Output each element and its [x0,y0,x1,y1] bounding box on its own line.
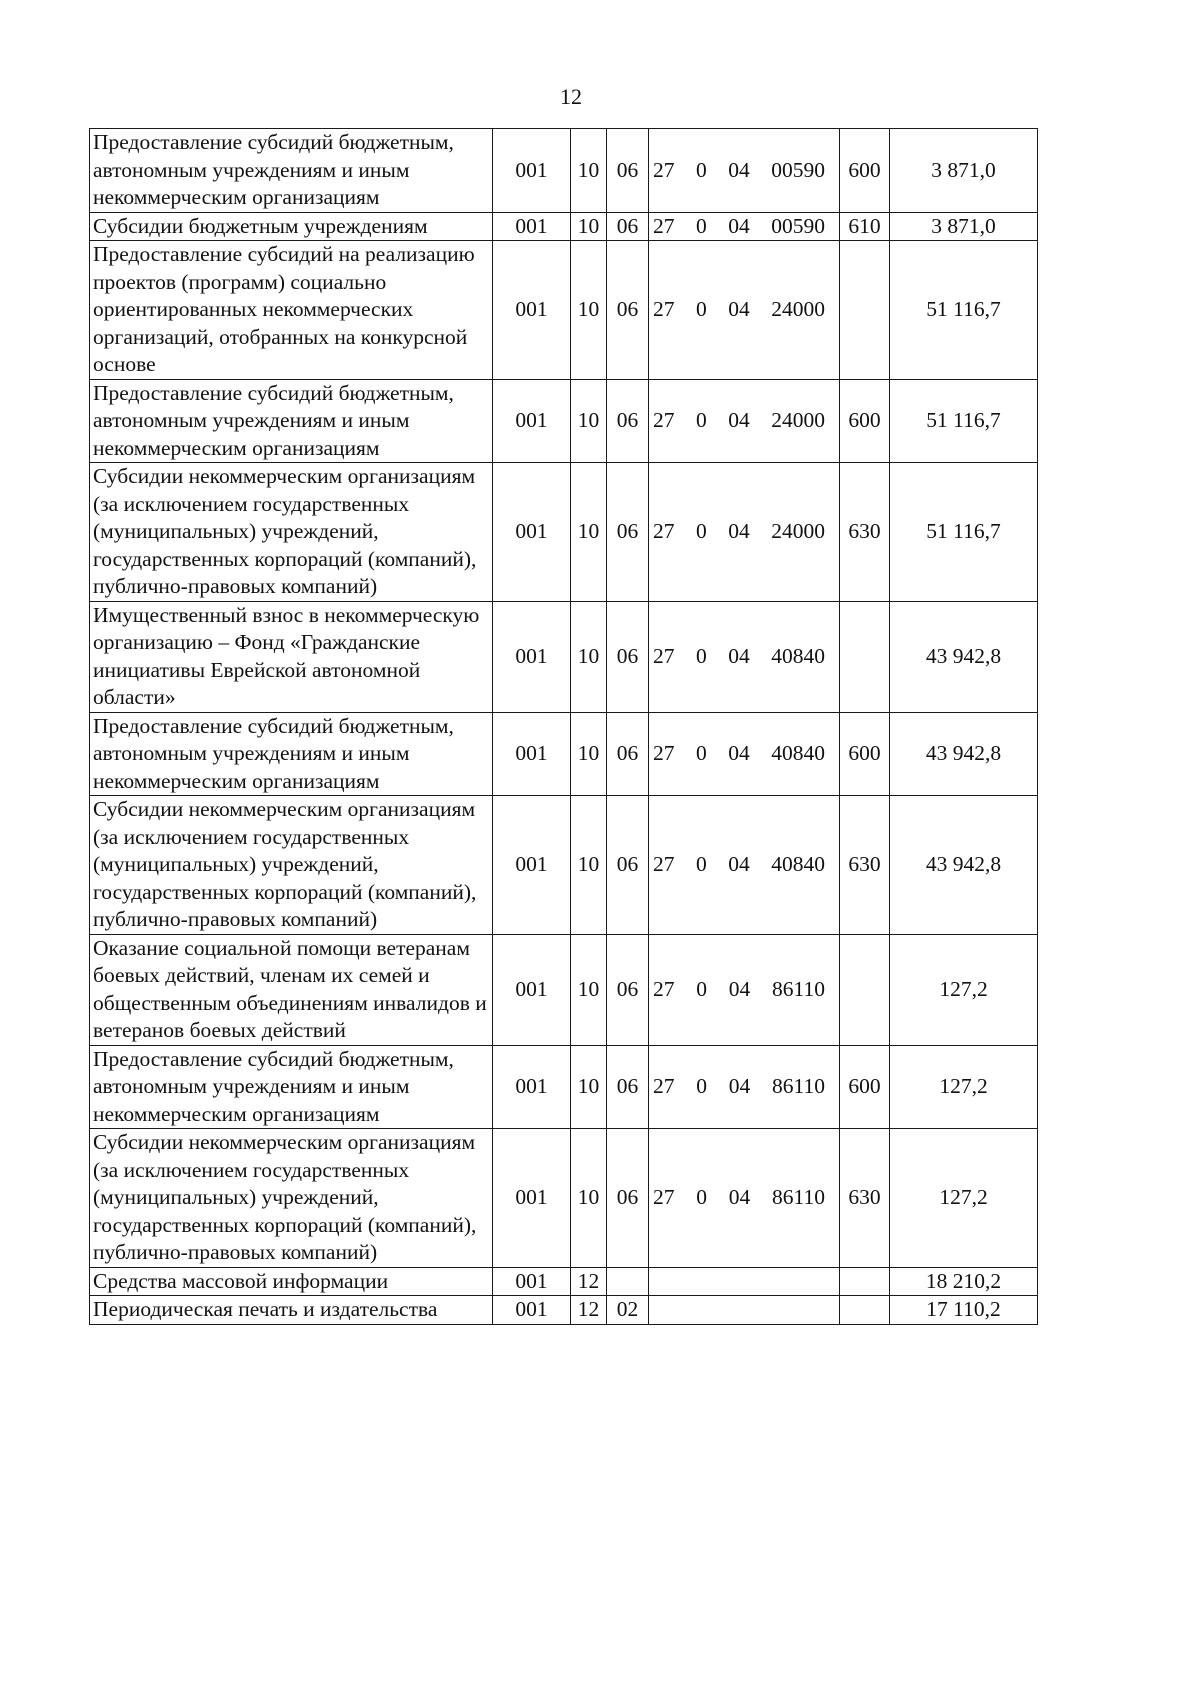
section-code-cell: 10 [571,212,607,241]
target-subprogram-code: 0 [696,519,707,543]
target-subprogram-code: 0 [696,852,707,876]
amount-cell: 51 116,7 [890,463,1038,602]
budget-table [89,128,1038,1325]
amount-cell: 17 110,2 [890,1296,1038,1325]
expense-name-cell: Субсидии некоммерческим организациям (за исключением государственных (муниципальных) учреждений, государственных корпораций (компаний), публично-правовых компаний) [90,1129,493,1268]
section-code-cell: 10 [571,1129,607,1268]
target-subprogram-code: 0 [696,1074,708,1098]
table-row [90,1267,1038,1296]
subsection-code-cell: 06 [607,1045,649,1129]
expense-name-cell: Предоставление субсидий бюджетным, автономным учреждениям и иным некоммерческим организациям [90,129,493,213]
target-main-event-code: 04 [728,852,750,876]
table-row [90,212,1038,241]
table-row [90,379,1038,463]
expense-type-cell: 630 [840,463,890,602]
admin-code-cell: 001 [493,1267,571,1296]
expense-type-cell [840,1296,890,1325]
admin-code-cell: 001 [493,712,571,796]
target-article-code [649,518,839,546]
target-subprogram-code: 0 [696,157,707,182]
target-article-cell [649,1296,840,1325]
amount-cell: 3 871,0 [890,212,1038,241]
target-direction-code: 24000 [771,297,825,321]
expense-type-cell: 600 [840,712,890,796]
expense-name-cell: Субсидии некоммерческим организациям (за исключением государственных (муниципальных) учреждений, государственных корпораций (компаний), публично-правовых компаний) [90,796,493,935]
target-direction-code: 40840 [771,643,825,668]
admin-code-cell: 001 [493,601,571,712]
amount-cell: 3 871,0 [890,129,1038,213]
expense-name-cell: Субсидии бюджетным учреждениям [90,212,493,241]
target-article-cell [649,712,840,796]
admin-code-cell: 001 [493,934,571,1045]
target-program-code: 27 [653,519,675,543]
target-direction-code: 40840 [771,741,825,765]
target-article-code [649,296,839,324]
expense-type-cell: 600 [840,129,890,213]
admin-code-cell: 001 [493,1296,571,1325]
section-code-cell: 10 [571,712,607,796]
expense-type-cell: 600 [840,379,890,463]
target-program-code: 27 [653,1074,675,1098]
admin-code-cell: 001 [493,1129,571,1268]
target-subprogram-code: 0 [696,213,707,238]
expense-name-cell: Предоставление субсидий на реализацию проектов (программ) социально ориентированных некоммерческих организаций, отобранных на конкурсной основе [90,241,493,380]
target-subprogram-code: 0 [696,976,708,1001]
table-row [90,934,1038,1045]
section-code-cell: 10 [571,379,607,463]
expense-name-cell: Средства массовой информации [90,1267,493,1296]
subsection-code-cell: 06 [607,129,649,213]
section-code-cell: 10 [571,1045,607,1129]
target-program-code: 27 [653,976,675,1001]
table-row [90,601,1038,712]
target-direction-code: 24000 [771,519,825,543]
expense-type-cell [840,601,890,712]
target-direction-code: 86110 [772,1185,825,1209]
target-program-code: 27 [653,643,675,668]
table-row [90,129,1038,213]
admin-code-cell: 001 [493,796,571,935]
target-article-code [649,643,839,671]
amount-cell: 18 210,2 [890,1267,1038,1296]
target-main-event-code: 04 [728,213,750,238]
expense-type-cell [840,1267,890,1296]
subsection-code-cell: 06 [607,601,649,712]
admin-code-cell: 001 [493,241,571,380]
target-article-cell [649,601,840,712]
expense-type-cell: 630 [840,1129,890,1268]
subsection-code-cell: 06 [607,934,649,1045]
target-article-cell [649,934,840,1045]
target-direction-code: 40840 [771,852,825,876]
target-main-event-code: 04 [728,408,750,432]
section-code-cell: 10 [571,463,607,602]
subsection-code-cell: 06 [607,379,649,463]
target-program-code: 27 [653,297,675,321]
target-article-code [649,851,839,879]
expense-type-cell [840,241,890,380]
expense-name-cell: Предоставление субсидий бюджетным, автономным учреждениям и иным некоммерческим организациям [90,379,493,463]
admin-code-cell: 001 [493,212,571,241]
subsection-code-cell: 06 [607,212,649,241]
target-main-event-code: 04 [728,1074,751,1098]
target-article-cell [649,1045,840,1129]
table-row [90,1296,1038,1325]
amount-cell: 43 942,8 [890,796,1038,935]
target-main-event-code: 04 [728,297,750,321]
expense-name-cell: Предоставление субсидий бюджетным, автономным учреждениям и иным некоммерческим организациям [90,1045,493,1129]
amount-cell: 51 116,7 [890,379,1038,463]
target-subprogram-code: 0 [696,643,707,668]
target-article-code [649,740,839,768]
target-direction-code: 24000 [771,408,825,432]
admin-code-cell: 001 [493,129,571,213]
table-row [90,796,1038,935]
target-article-cell [649,796,840,935]
target-direction-code: 00590 [771,213,825,238]
page-number: 12 [560,84,582,109]
amount-cell: 51 116,7 [890,241,1038,380]
target-article-cell [649,129,840,213]
subsection-code-cell [607,1267,649,1296]
target-subprogram-code: 0 [696,741,707,765]
expense-type-cell [840,934,890,1045]
target-program-code: 27 [653,213,675,238]
expense-name-cell: Предоставление субсидий бюджетным, автономным учреждениям и иным некоммерческим организациям [90,712,493,796]
section-code-cell: 10 [571,601,607,712]
target-main-event-code: 04 [728,643,750,668]
section-code-cell: 10 [571,934,607,1045]
subsection-code-cell: 06 [607,712,649,796]
target-direction-code: 00590 [771,157,825,182]
target-article-code [649,1073,839,1101]
expense-name-cell: Субсидии некоммерческим организациям (за исключением государственных (муниципальных) учреждений, государственных корпораций (компаний), публично-правовых компаний) [90,463,493,602]
target-article-cell [649,379,840,463]
target-article-cell [649,1267,840,1296]
admin-code-cell: 001 [493,463,571,602]
target-subprogram-code: 0 [696,1185,708,1209]
expense-name-cell: Имущественный взнос в некоммерческую организацию – Фонд «Гражданские инициативы Еврейской автономной области» [90,601,493,712]
target-article-cell [649,1129,840,1268]
target-main-event-code: 04 [728,976,751,1001]
expense-type-cell: 610 [840,212,890,241]
amount-cell: 127,2 [890,1129,1038,1268]
target-program-code: 27 [653,1185,675,1209]
target-article-cell [649,212,840,241]
target-direction-code: 86110 [772,976,825,1001]
target-article-code [649,407,839,435]
table-row [90,1129,1038,1268]
target-program-code: 27 [653,408,675,432]
target-program-code: 27 [653,741,675,765]
target-article-code [649,1184,839,1212]
expense-type-cell: 630 [840,796,890,935]
subsection-code-cell: 06 [607,241,649,380]
section-code-cell: 10 [571,241,607,380]
amount-cell: 43 942,8 [890,712,1038,796]
amount-cell: 127,2 [890,1045,1038,1129]
target-article-code [649,157,839,185]
subsection-code-cell: 02 [607,1296,649,1325]
section-code-cell: 10 [571,129,607,213]
target-article-code [649,976,839,1004]
expense-name-cell: Оказание социальной помощи ветеранам боевых действий, членам их семей и общественным объединениям инвалидов и ветеранов боевых действий [90,934,493,1045]
table-row [90,1045,1038,1129]
table-row [90,241,1038,380]
section-code-cell: 10 [571,796,607,935]
target-article-code [649,213,839,241]
target-subprogram-code: 0 [696,408,707,432]
table-row [90,463,1038,602]
target-program-code: 27 [653,157,675,182]
target-main-event-code: 04 [728,157,750,182]
expense-type-cell: 600 [840,1045,890,1129]
amount-cell: 43 942,8 [890,601,1038,712]
admin-code-cell: 001 [493,379,571,463]
target-article-cell [649,241,840,380]
subsection-code-cell: 06 [607,1129,649,1268]
section-code-cell: 12 [571,1296,607,1325]
target-main-event-code: 04 [728,519,750,543]
target-program-code: 27 [653,852,675,876]
target-subprogram-code: 0 [696,297,707,321]
subsection-code-cell: 06 [607,796,649,935]
target-article-cell [649,463,840,602]
amount-cell: 127,2 [890,934,1038,1045]
admin-code-cell: 001 [493,1045,571,1129]
table-row [90,712,1038,796]
target-main-event-code: 04 [728,741,750,765]
target-main-event-code: 04 [728,1185,751,1209]
expense-name-cell: Периодическая печать и издательства [90,1296,493,1325]
section-code-cell: 12 [571,1267,607,1296]
subsection-code-cell: 06 [607,463,649,602]
target-direction-code: 86110 [772,1074,825,1098]
